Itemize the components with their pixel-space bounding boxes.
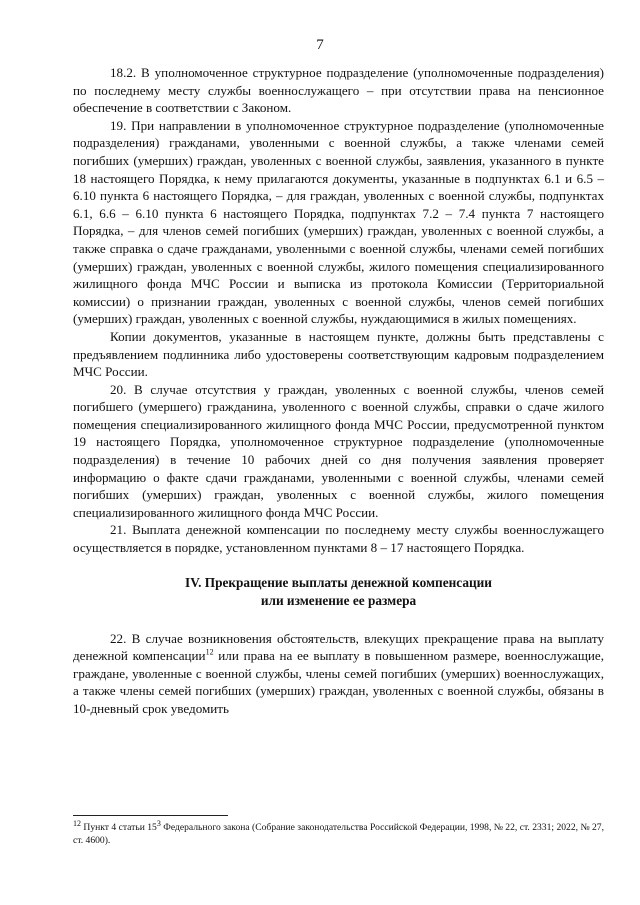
article-superscript: 3 [156, 818, 161, 828]
paragraph-22 [73, 630, 604, 718]
document-body [73, 64, 604, 718]
footnote-text [73, 818, 604, 847]
section-heading-line-1: IV. Прекращение выплаты денежной компенсации [185, 574, 492, 590]
paragraph-18-2: 18.2. В уполномоченное структурное подразделение (уполномоченные подразделения) по последнему месту службы военнослужащего – при отсутствии права на пенсионное обеспечение в соответствии с Законом. [73, 65, 604, 116]
paragraph-20: 20. В случае отсутствия у граждан, уволенных с военной службы, членов семей погибшего (умершего) гражданина, уволенного с военной службы, справки о сдаче жилого помещения специализированного жилищного фонда МЧС России, предусмотренной пунктом 19 настоящего Порядка, уполномоченное структурное подразделение (уполномоченные подразделения) в течение 10 рабочих дней со дня получения заявления проверяет информацию о факте сдачи гражданами, уволенными с военной службы, членами семей погибших (умерших) граждан, уволенных с военной службы, жилого помещения специализированного жилищного фонда МЧС России. [73, 381, 604, 520]
paragraph-19-copies: Копии документов, указанные в настоящем пункте, должны быть представлены с предъявлением подлинника либо удостоверены соответствующим кадровым подразделением МЧС России. [73, 328, 604, 380]
footnote-text-end: Федерального закона (Собрание законодательства Российской Федерации, 1998, № 22, ст. 2331; 2022, № 27, ст. 4600). [73, 822, 604, 846]
footnote-reference[interactable]: 12 [205, 647, 214, 657]
paragraph-21: 21. Выплата денежной компенсации по последнему месту службы военнослужащего осуществляется в порядке, установленном пунктами 8 – 17 настоящего Порядка. [73, 522, 604, 556]
footnote-text-start: Пункт 4 статьи 15 [81, 822, 157, 833]
paragraph-22-text-end: или права на ее выплату в повышенном размере, военнослужащие, граждане, уволенные с военной службы, члены семей погибших (умерших) военнослужащих, а также члены семей погибших (умерших) граждан, уволенных с военной службы, обязаны в 10-дневный срок уведомить [73, 648, 605, 716]
page-number: 7 [316, 37, 324, 53]
section-heading-line-2: или изменение ее размера [260, 592, 417, 608]
footnote-mark: 12 [73, 818, 81, 828]
paragraph-22-text-start: 22. В случае возникновения обстоятельств, влекущих прекращение права на выплату денежной компенсации [73, 630, 604, 664]
footnote [73, 818, 604, 847]
footnote-divider [73, 815, 228, 816]
paragraph-19: 19. При направлении в уполномоченное структурное подразделение (уполномоченные подразделения) гражданами, уволенными с военной службы, а также членами семей погибших (умерших) граждан, уволенных с военной службы, заявления, указанного в пункте 18 настоящего Порядка, к нему прилагаются документы, указанные в подпунктах 6.1 и 6.5 – 6.10 пункта 6 настоящего Порядка, – для граждан, уволенных с военной службы, подпунктах 6.1, 6.6 – 6.10 пункта 6 настоящего Порядка, подпунктах 7.2 – 7.4 пункта 7 настоящего Порядка, – для членов семей погибших (умерших) граждан, уволенных с военной службы, а также справка о сдаче гражданами, уволенными с военной службы, членами семей погибших (умерших) граждан, уволенных с военной службы, жилого помещения специализированного жилищного фонда МЧС России и выписка из протокола Комиссии (Территориальной комиссии) о признании граждан, уволенных с военной службы, членов семей погибших (умерших) граждан, уволенных с военной службы, нуждающимися в жилых помещениях. [73, 117, 604, 327]
section-heading [73, 574, 604, 610]
